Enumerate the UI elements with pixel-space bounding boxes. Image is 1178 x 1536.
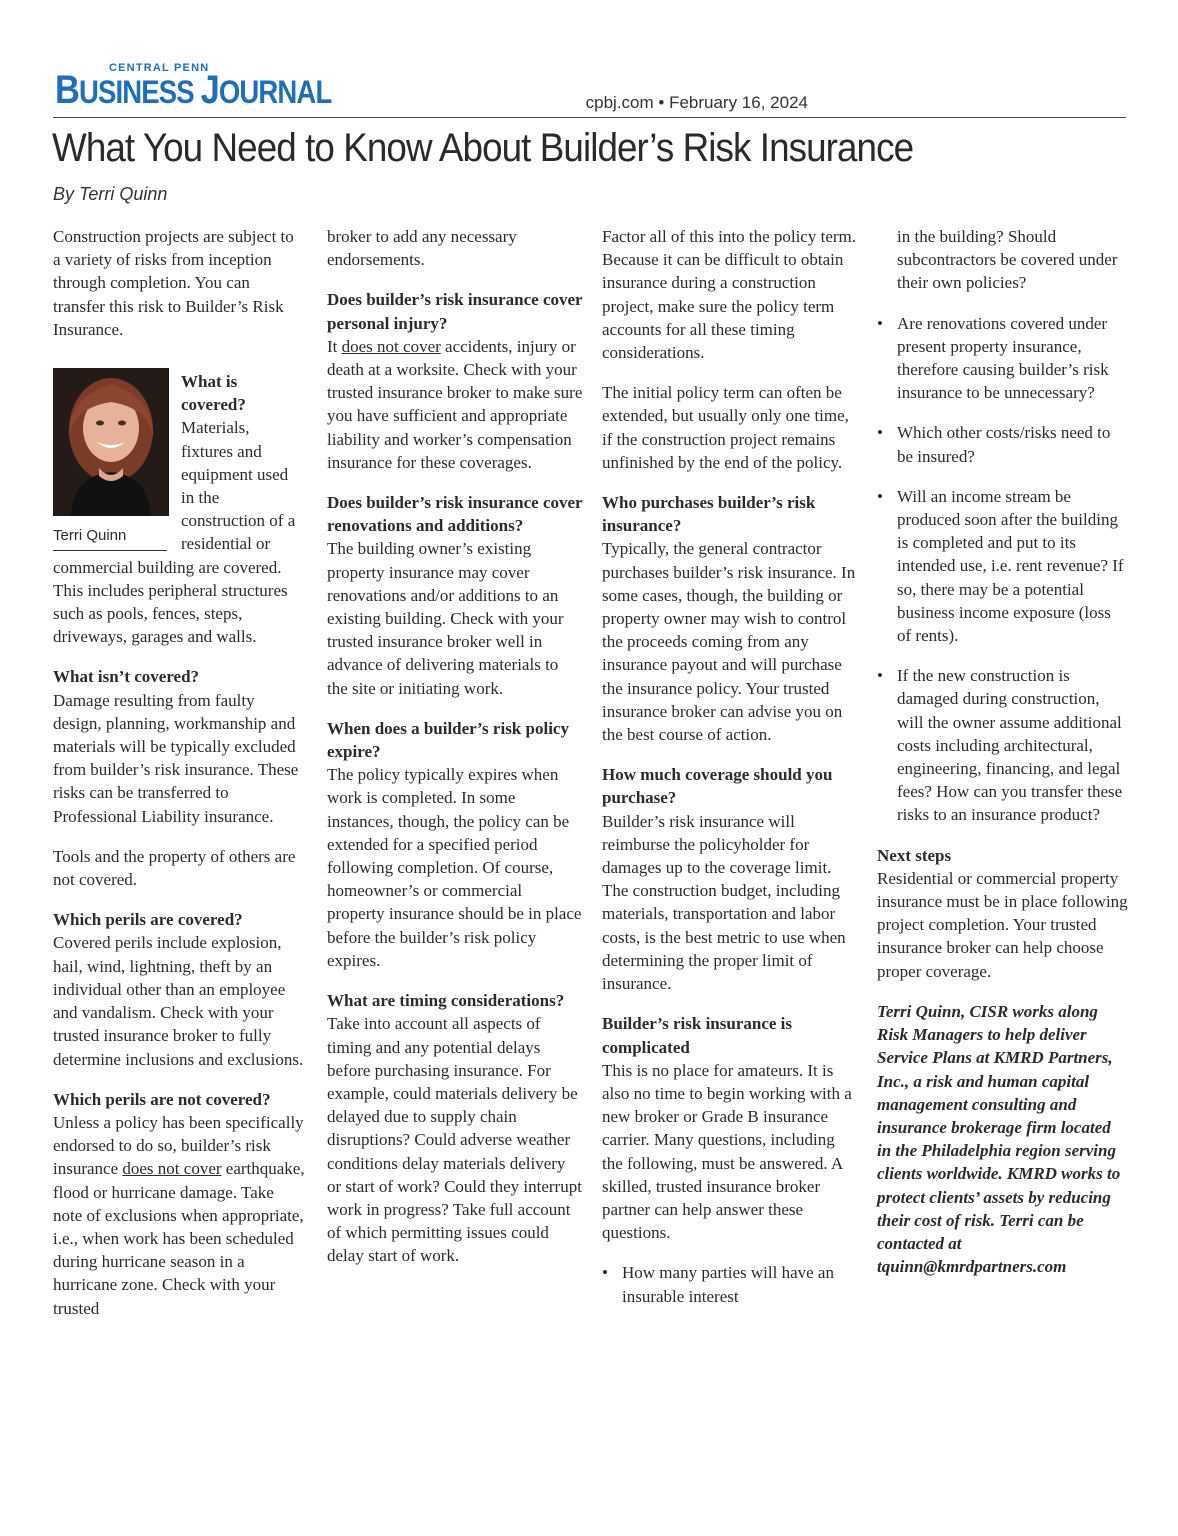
author-photo — [53, 368, 169, 516]
logo-title: BUSINESS JOURNAL — [55, 68, 332, 112]
publication-logo — [55, 62, 355, 112]
not-covered-section — [53, 665, 305, 827]
injury-section: Does builder’s risk insurance cover personal injury? It does not cover accidents, injury or death at a worksite. Check with your trusted insurance broker to make sure you have sufficient and appropriate liability and worker’s compensation insurance for these coverages. — [327, 290, 583, 472]
renovations-section: Does builder’s risk insurance cover renovations and additions? The building owner’s existing property insurance may cover renovations and/or additions to an existing building. Check with your trusted insurance broker well in advance of delivering materials to the site or initiating work. — [327, 493, 583, 698]
header-rule — [53, 117, 1126, 118]
byline: By Terri Quinn — [53, 184, 168, 204]
expire-section: When does a builder’s risk policy expire? The policy typically expires when work is completed. In some instances, though, the policy can be extended for a specified period following completion. Of course, homeowner’s or commercial property insurance should be in place before the builder’s risk policy expires. — [327, 718, 582, 970]
not-covered-heading: What isn’t covered? — [53, 667, 200, 687]
who-section: Who purchases builder’s risk insurance? Typically, the general contractor purchases builder’s risk insurance. In some cases, though, the building or property owner may wish to control the proceeds coming from any insurance payout and will purchase the insurance policy. Your trusted insurance broker can advise you on the best course of action. — [602, 491, 858, 746]
list-item: • Are renovations covered under present property insurance, therefore causing builder’s risk insurance to be unnecessary? — [877, 312, 1129, 405]
author-bio: Terri Quinn, CISR works along Risk Managers to help deliver Service Plans at KMRD Partners, Inc., a risk and human capital management consulting and insurance brokerage firm located in the Philadelphia region serving clients worldwide. KMRD works to protect clients’ assets by reducing their cost of risk. Terri can be contacted at tquinn@kmrdpartners.com — [877, 1001, 1121, 1277]
author-portrait-icon — [53, 368, 169, 516]
injury-heading: Does builder’s risk insurance cover personal injury? — [327, 290, 583, 333]
complicated-heading: Builder’s risk insurance is complicated — [602, 1014, 793, 1057]
not-perils-heading: Which perils are not covered? — [53, 1089, 271, 1109]
tools-paragraph: Tools and the property of others are not covered. — [53, 846, 296, 890]
headline: What You Need to Know About Builder’s Risk Insurance — [52, 126, 914, 170]
timing-heading: What are timing considerations? — [327, 991, 565, 1011]
column-1 — [53, 225, 305, 1337]
continued-paragraph: Factor all of this into the policy term. Because it can be difficult to obtain insurance during a construction project, make sure the policy term accounts for all these timing considerations. — [602, 227, 857, 363]
column-4 — [877, 225, 1129, 1295]
list-item: • How many parties will have an insurable interest — [602, 1261, 858, 1307]
covered-body: Materials, fixtures and equipment used in the construction of a residential or commercial building are covered. This includes peripheral structures such as pools, fences, steps, driveways, garages and walls. — [53, 418, 296, 647]
expire-heading: When does a builder’s risk policy expire? — [327, 718, 569, 762]
how-much-heading: How much coverage should you purchase? — [602, 765, 833, 808]
photo-caption: Terri Quinn — [53, 516, 167, 551]
how-much-section: How much coverage should you purchase? Builder’s risk insurance will reimburse the policyholder for damages up to the coverage limit. The construction budget, including materials, transportation and labor costs, is the best metric to use when determining the proper limit of insurance. — [602, 763, 858, 995]
list-item: • If the new construction is damaged during construction, will the owner assume additional costs including architectural, engineering, financing, and legal fees? How can you transfer these risks to an insurance product? — [877, 664, 1129, 826]
who-heading: Who purchases builder’s risk insurance? — [602, 493, 816, 536]
continued-paragraph: broker to add any necessary endorsements. — [327, 227, 517, 270]
next-steps-heading: Next steps — [877, 845, 952, 865]
dateline: cpbj.com • February 16, 2024 — [585, 93, 808, 112]
timing-section: What are timing considerations? Take into account all aspects of timing and any potential delays before purchasing insurance. For example, could materials delivery be delayed due to supply chain disruptions? Could adverse weather conditions delay materials delivery or start of work? Could they interrupt work in progress? Take full account of which permitting issues could delay start of work. — [327, 991, 582, 1266]
logo-subtitle: CENTRAL PENN — [109, 62, 210, 74]
not-perils-section: Which perils are not covered? Unless a policy has been specifically endorsed to do so, builder’s risk insurance does not cover earthquake, flood or hurricane damage. Take note of exclusions when appropriate, i.e., when work has been scheduled during hurricane season in a hurricane zone. Check with your trusted — [53, 1089, 305, 1318]
continued-bullet: in the building? Should subcontractors be covered under their own policies? — [897, 227, 1118, 293]
next-steps-section: Next steps Residential or commercial property insurance must be in place following project completion. Your trusted insurance broker can help choose proper coverage. — [877, 845, 1128, 981]
not-covered-body: Damage resulting from faulty design, planning, workmanship and materials will be typically excluded from builder’s risk insurance. These risks can be transferred to Professional Liability insurance. — [53, 690, 299, 826]
perils-body: Covered perils include explosion, hail, wind, lightning, theft by an individual other than an employee and vandalism. Check with your trusted insurance broker to fully determine inclusions and exclusions. — [53, 933, 304, 1069]
list-item: • Will an income stream be produced soon after the building is completed and put to its intended use, i.e. rent revenue? If so, there may be a potential business income exposure (loss of rents). — [877, 485, 1129, 647]
column-3 — [602, 225, 858, 1325]
complicated-section: Builder’s risk insurance is complicated This is no place for amateurs. It is also no time to begin working with a new broker or Grade B insurance carrier. Many questions, including the following, must be answered. A skilled, trusted insurance broker partner can help answer these questions. — [602, 1012, 858, 1244]
list-item: • Which other costs/risks need to be insured? — [877, 421, 1129, 467]
author-photo-block — [53, 368, 175, 551]
perils-heading: Which perils are covered? — [53, 910, 243, 930]
intro-paragraph: Construction projects are subject to a variety of risks from inception through completion. You can transfer this risk to Builder’s Risk Insurance. — [53, 227, 294, 339]
covered-heading: What is covered? — [181, 372, 246, 415]
column-2 — [327, 225, 583, 1285]
term-paragraph: The initial policy term can often be extended, but usually only one time, if the construction project remains unfinished by the end of the policy. — [602, 383, 849, 472]
perils-section — [53, 908, 305, 1070]
renovations-heading: Does builder’s risk insurance cover renovations and additions? — [327, 493, 583, 536]
